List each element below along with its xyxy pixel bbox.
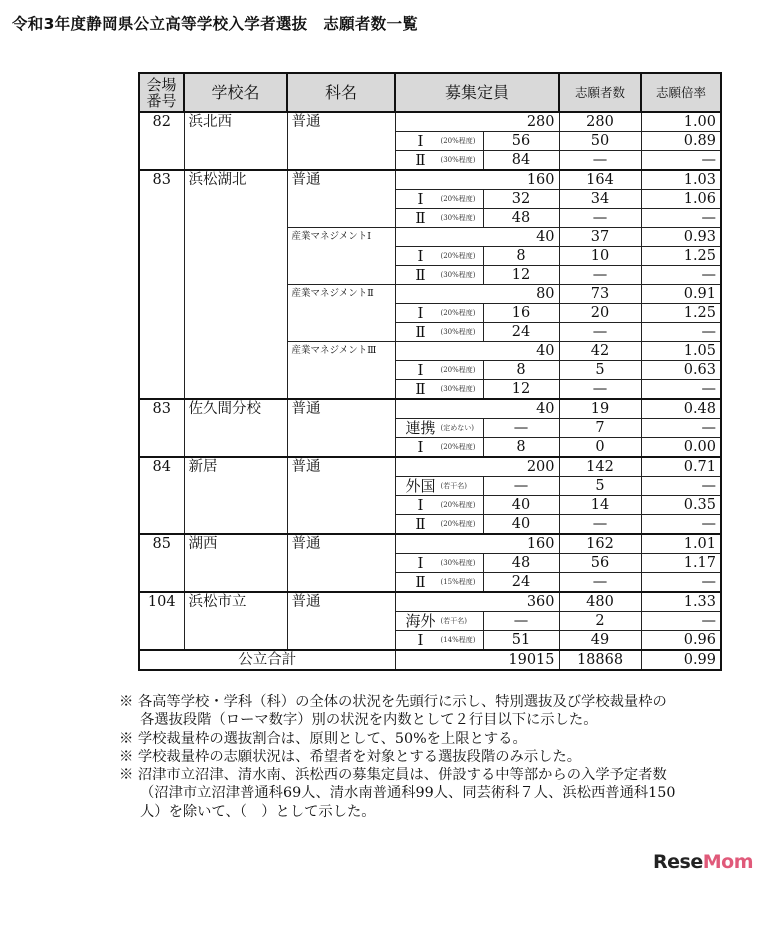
stage-ratio-note: (20%程度) [440,137,476,145]
stage-label: Ⅱ [415,380,426,398]
course-name: 普通 [287,170,395,228]
quota: — [483,419,559,438]
selection-stage [395,266,483,285]
selection-stage [395,612,483,631]
stage-ratio-note: (20%程度) [440,252,476,260]
ratio: 1.03 [641,170,721,190]
header-applicants: 志願者数 [559,73,641,112]
stage-label: Ⅰ [417,132,424,150]
selection-stage [395,247,483,266]
ratio: 0.63 [641,361,721,380]
ratio: 0.93 [641,228,721,247]
total-row [139,650,721,670]
school-name: 浜松湖北 [184,170,287,399]
table-body [139,112,721,650]
stage-ratio-note: (20%程度) [440,309,476,317]
stage-label: Ⅰ [417,438,424,456]
stage-ratio-note: (若干名) [440,617,467,625]
stage-ratio-note: (20%程度) [440,366,476,374]
quota: 200 [395,457,559,477]
quota: 40 [483,496,559,515]
note: ※ 沼津市立沼津、清水南、浜松西の募集定員は、併設する中等部からの入学予定者数（沼津市立沼津普通科69人、清水南普通科99人、同芸術科７人、浜松西普通科150人）を除いて、（ ）として示した。 [119,767,676,820]
venue-number: 83 [139,170,184,399]
logo-text: Rese [653,851,703,874]
applicants: — [559,323,641,342]
ratio: — [641,612,721,631]
quota: 24 [483,573,559,593]
quota: 40 [483,515,559,535]
header-quota: 募集定員 [395,73,559,112]
stage-ratio-note: (30%程度) [440,156,476,164]
course-name: 普通 [287,592,395,650]
stage-ratio-note: (20%程度) [440,443,476,451]
ratio: 1.01 [641,534,721,554]
header-school: 学校名 [184,73,287,112]
table-row [139,399,721,419]
selection-stage [395,361,483,380]
stage-label: Ⅰ [417,190,424,208]
ratio: 0.89 [641,132,721,151]
applicants-table [138,72,722,671]
course-name: 普通 [287,112,395,170]
table-row [139,534,721,554]
stage-label: 連携 [405,419,436,437]
applicants: 480 [559,592,641,612]
applicants: — [559,151,641,171]
applicants: — [559,573,641,593]
school-name: 浜松市立 [184,592,287,650]
ratio: — [641,380,721,400]
stage-label: 海外 [405,612,436,630]
course-name: 普通 [287,457,395,534]
applicants: — [559,209,641,228]
quota: 48 [483,209,559,228]
ratio: — [641,266,721,285]
applicants: 14 [559,496,641,515]
ratio: 0.71 [641,457,721,477]
venue-number: 84 [139,457,184,534]
stage-ratio-note: (定めない) [440,424,474,432]
stage-label: Ⅰ [417,554,424,572]
applicants: 7 [559,419,641,438]
applicants: 34 [559,190,641,209]
applicants: 10 [559,247,641,266]
stage-label: Ⅰ [417,247,424,265]
course-name: 普通 [287,534,395,592]
quota: 56 [483,132,559,151]
stage-ratio-note: (30%程度) [440,271,476,279]
applicants: — [559,266,641,285]
ratio: 1.05 [641,342,721,361]
school-name: 佐久間分校 [184,399,287,457]
selection-stage [395,515,483,535]
quota: 8 [483,361,559,380]
applicants: 56 [559,554,641,573]
ratio: — [641,323,721,342]
ratio: — [641,573,721,593]
quota: 84 [483,151,559,171]
quota: 40 [395,399,559,419]
stage-ratio-note: (20%程度) [440,520,476,528]
logo-text: Mom [702,851,753,874]
applicants: — [559,515,641,535]
selection-stage [395,477,483,496]
ratio: — [641,515,721,535]
applicants: 164 [559,170,641,190]
quota: — [483,612,559,631]
header-course: 科名 [287,73,395,112]
ratio: 1.00 [641,112,721,132]
ratio: 1.33 [641,592,721,612]
applicants: 42 [559,342,641,361]
ratio: — [641,151,721,171]
selection-stage [395,380,483,400]
venue-number: 82 [139,112,184,170]
quota: 40 [395,342,559,361]
school-name: 新居 [184,457,287,534]
stage-label: Ⅰ [417,361,424,379]
stage-label: Ⅰ [417,496,424,514]
quota: 12 [483,380,559,400]
total-ratio: 0.99 [641,650,721,670]
ratio: — [641,419,721,438]
stage-label: Ⅱ [415,209,426,227]
stage-ratio-note: (20%程度) [440,195,476,203]
applicants: 20 [559,304,641,323]
selection-stage [395,190,483,209]
applicants: 49 [559,631,641,651]
total-quota: 19015 [395,650,559,670]
note: ※ 学校裁量枠の選抜割合は、原則として、50%を上限とする。 [119,730,527,747]
ratio: 1.25 [641,304,721,323]
resemom-logo [0,851,753,873]
applicants: 162 [559,534,641,554]
stage-label: 外国 [405,477,436,495]
stage-label: Ⅱ [415,515,426,533]
header-ratio: 志願倍率 [641,73,721,112]
page-title: 令和3年度静岡県公立高等学校入学者選抜 志願者数一覧 [12,15,419,33]
applicants: 50 [559,132,641,151]
selection-stage [395,554,483,573]
stage-ratio-note: (30%程度) [440,328,476,336]
selection-stage [395,151,483,171]
applicants: 19 [559,399,641,419]
ratio: 1.25 [641,247,721,266]
stage-ratio-note: (若干名) [440,482,467,490]
stage-label: Ⅱ [415,323,426,341]
table-row [139,112,721,132]
table-row [139,170,721,190]
venue-number: 83 [139,399,184,457]
ratio: 0.91 [641,285,721,304]
course-name: 普通 [287,399,395,457]
selection-stage [395,323,483,342]
selection-stage [395,438,483,458]
stage-ratio-note: (14%程度) [440,636,476,644]
ratio: — [641,209,721,228]
ratio: 1.06 [641,190,721,209]
total-applicants: 18868 [559,650,641,670]
applicants: 0 [559,438,641,458]
notes [119,693,679,821]
course-name: 産業マネジメントⅢ [287,342,395,400]
table-row [139,592,721,612]
quota: 40 [395,228,559,247]
table-row [139,457,721,477]
quota: 280 [395,112,559,132]
applicants: 2 [559,612,641,631]
note: ※ 各高等学校・学科（科）の全体の状況を先頭行に示し、特別選抜及び学校裁量枠の各選抜段階（ローマ数字）別の状況を内数として２行目以下に示した。 [119,694,667,729]
venue-number: 85 [139,534,184,592]
selection-stage [395,209,483,228]
quota: 8 [483,438,559,458]
ratio: 0.48 [641,399,721,419]
ratio: 0.00 [641,438,721,458]
quota: — [483,477,559,496]
ratio: 0.35 [641,496,721,515]
course-name: 産業マネジメントⅠ [287,228,395,285]
applicants: 280 [559,112,641,132]
ratio: 0.96 [641,631,721,651]
stage-label: Ⅱ [415,266,426,284]
selection-stage [395,631,483,651]
selection-stage [395,132,483,151]
quota: 360 [395,592,559,612]
stage-label: Ⅱ [415,573,426,591]
stage-label: Ⅰ [417,631,424,649]
applicants: 142 [559,457,641,477]
stage-ratio-note: (30%程度) [440,559,476,567]
ratio: — [641,477,721,496]
quota: 16 [483,304,559,323]
ratio: 1.17 [641,554,721,573]
selection-stage [395,496,483,515]
applicants: — [559,380,641,400]
selection-stage [395,419,483,438]
stage-label: Ⅱ [415,151,426,169]
quota: 24 [483,323,559,342]
stage-ratio-note: (30%程度) [440,214,476,222]
applicants: 5 [559,477,641,496]
quota: 32 [483,190,559,209]
selection-stage [395,304,483,323]
quota: 48 [483,554,559,573]
school-name: 浜北西 [184,112,287,170]
note: ※ 学校裁量枠の志願状況は、希望者を対象とする選抜段階のみ示した。 [119,748,582,765]
stage-ratio-note: (30%程度) [440,385,476,393]
quota: 51 [483,631,559,651]
selection-stage [395,573,483,593]
quota: 160 [395,170,559,190]
course-name: 産業マネジメントⅡ [287,285,395,342]
applicants: 5 [559,361,641,380]
header-no: 会場番号 [139,73,184,112]
quota: 160 [395,534,559,554]
quota: 80 [395,285,559,304]
quota: 12 [483,266,559,285]
venue-number: 104 [139,592,184,650]
applicants: 73 [559,285,641,304]
stage-ratio-note: (15%程度) [440,578,476,586]
school-name: 湖西 [184,534,287,592]
stage-label: Ⅰ [417,304,424,322]
stage-ratio-note: (20%程度) [440,501,476,509]
total-label: 公立合計 [139,650,395,670]
applicants: 37 [559,228,641,247]
quota: 8 [483,247,559,266]
